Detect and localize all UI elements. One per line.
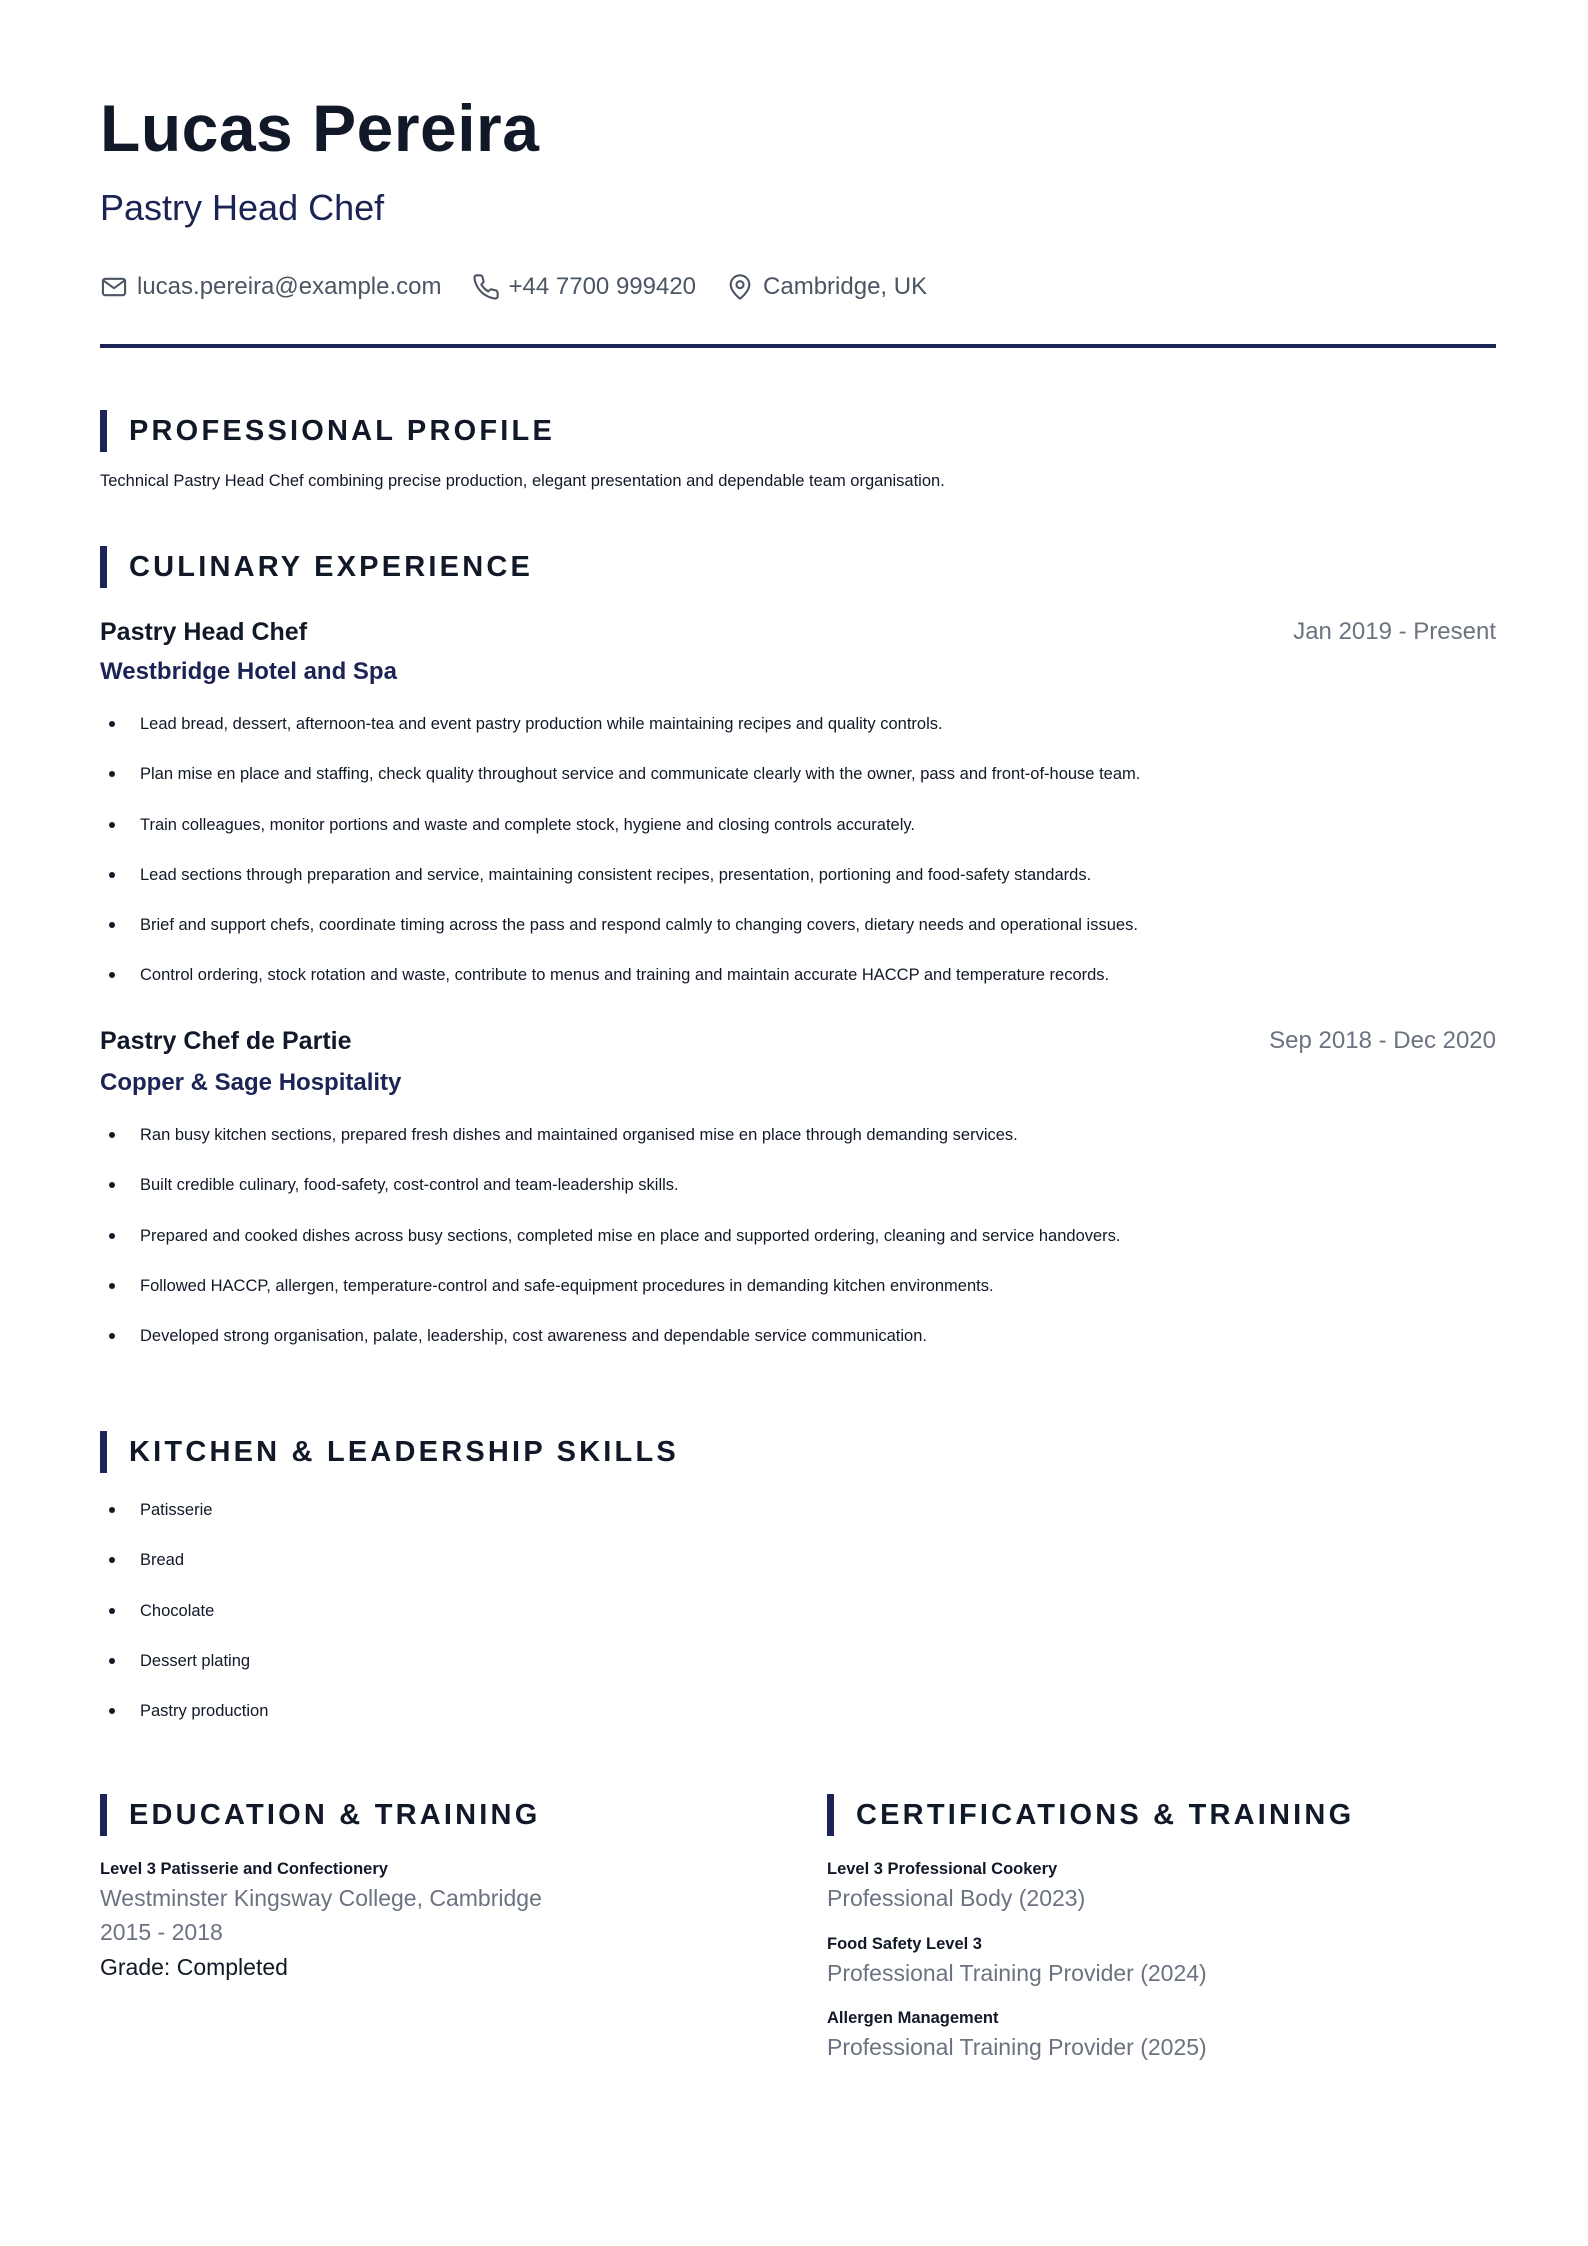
job-bullet: Brief and support chefs, coordinate timing across the pass and respond calmly to changing covers, dietary needs and operational issues. (100, 914, 1140, 964)
phone-icon (472, 273, 500, 301)
job-bullet: Lead sections through preparation and service, maintaining consistent recipes, presentation, portioning and food-safety standards. (100, 864, 1140, 914)
job-bullets (100, 1124, 1121, 1375)
skill-item: Chocolate (100, 1600, 268, 1650)
certification-detail: Professional Training Provider (2025) (827, 2034, 1207, 2060)
section-profile-heading (100, 410, 555, 452)
section-title: CULINARY EXPERIENCE (129, 550, 534, 583)
section-experience-heading (100, 546, 533, 588)
skill-item: Pastry production (100, 1700, 268, 1750)
education-institution: Westminster Kingsway College, Cambridge (100, 1885, 542, 1911)
job-bullet: Lead bread, dessert, afternoon-tea and event pastry production while maintaining recipes and quality controls. (100, 713, 1140, 763)
section-certifications-heading (827, 1794, 1354, 1836)
skills-list (100, 1499, 268, 1750)
job-bullet: Built credible culinary, food-safety, cost-control and team-leadership skills. (100, 1174, 1121, 1224)
job-bullet: Developed strong organisation, palate, leadership, cost awareness and dependable service communication. (100, 1325, 1121, 1375)
job-bullet: Train colleagues, monitor portions and waste and complete stock, hygiene and closing controls accurately. (100, 814, 1140, 864)
job-bullet: Followed HACCP, allergen, temperature-control and safe-equipment procedures in demanding kitchen environments. (100, 1275, 1121, 1325)
section-education-heading (100, 1794, 540, 1836)
certification-detail: Professional Training Provider (2024) (827, 1960, 1207, 1986)
section-accent-bar (827, 1794, 834, 1836)
job-title: Pastry Chef de Partie (100, 1027, 352, 1055)
section-skills-heading (100, 1431, 679, 1473)
mail-icon (100, 273, 128, 301)
contact-phone-text: +44 7700 999420 (508, 273, 697, 300)
certification-detail: Professional Body (2023) (827, 1885, 1086, 1911)
job-bullets (100, 713, 1140, 1015)
contact-phone[interactable] (472, 273, 697, 301)
profile-summary: Technical Pastry Head Chef combining precise production, elegant presentation and dependable team organisation. (100, 472, 945, 490)
certification-title: Allergen Management (827, 2009, 999, 2027)
certification-title: Food Safety Level 3 (827, 1935, 982, 1953)
contact-location (726, 273, 927, 301)
header-divider (100, 344, 1496, 348)
job-bullet: Prepared and cooked dishes across busy sections, completed mise en place and supported ordering, cleaning and service handovers. (100, 1225, 1121, 1275)
job-bullet: Plan mise en place and staffing, check quality throughout service and communicate clearly with the owner, pass and front-of-house team. (100, 763, 1140, 813)
job-title: Pastry Head Chef (100, 618, 308, 646)
contact-email[interactable] (100, 273, 442, 301)
section-title: PROFESSIONAL PROFILE (129, 414, 556, 447)
job-bullet: Ran busy kitchen sections, prepared fresh dishes and maintained organised mise en place through demanding services. (100, 1124, 1121, 1174)
job-bullet: Control ordering, stock rotation and waste, contribute to menus and training and maintain accurate HACCP and temperature records. (100, 964, 1140, 1014)
contact-email-text: lucas.pereira@example.com (137, 273, 442, 300)
candidate-name: Lucas Pereira (100, 91, 540, 165)
skill-item: Dessert plating (100, 1650, 268, 1700)
education-title: Level 3 Patisserie and Confectionery (100, 1860, 388, 1878)
section-accent-bar (100, 1794, 107, 1836)
certification-title: Level 3 Professional Cookery (827, 1860, 1058, 1878)
job-company: Copper & Sage Hospitality (100, 1069, 402, 1096)
map-pin-icon (726, 273, 754, 301)
education-dates: 2015 - 2018 (100, 1919, 223, 1945)
skill-item: Patisserie (100, 1499, 268, 1549)
contact-location-text: Cambridge, UK (763, 273, 928, 300)
skill-item: Bread (100, 1549, 268, 1599)
section-title: CERTIFICATIONS & TRAINING (856, 1798, 1355, 1831)
section-title: EDUCATION & TRAINING (129, 1798, 541, 1831)
section-title: KITCHEN & LEADERSHIP SKILLS (129, 1435, 679, 1468)
job-dates: Jan 2019 - Present (1293, 618, 1496, 645)
section-accent-bar (100, 1431, 107, 1473)
section-accent-bar (100, 546, 107, 588)
candidate-role: Pastry Head Chef (100, 187, 385, 228)
section-accent-bar (100, 410, 107, 452)
education-grade: Grade: Completed (100, 1954, 288, 1980)
job-dates: Sep 2018 - Dec 2020 (1269, 1027, 1496, 1054)
job-company: Westbridge Hotel and Spa (100, 658, 397, 685)
contact-row (100, 270, 957, 304)
